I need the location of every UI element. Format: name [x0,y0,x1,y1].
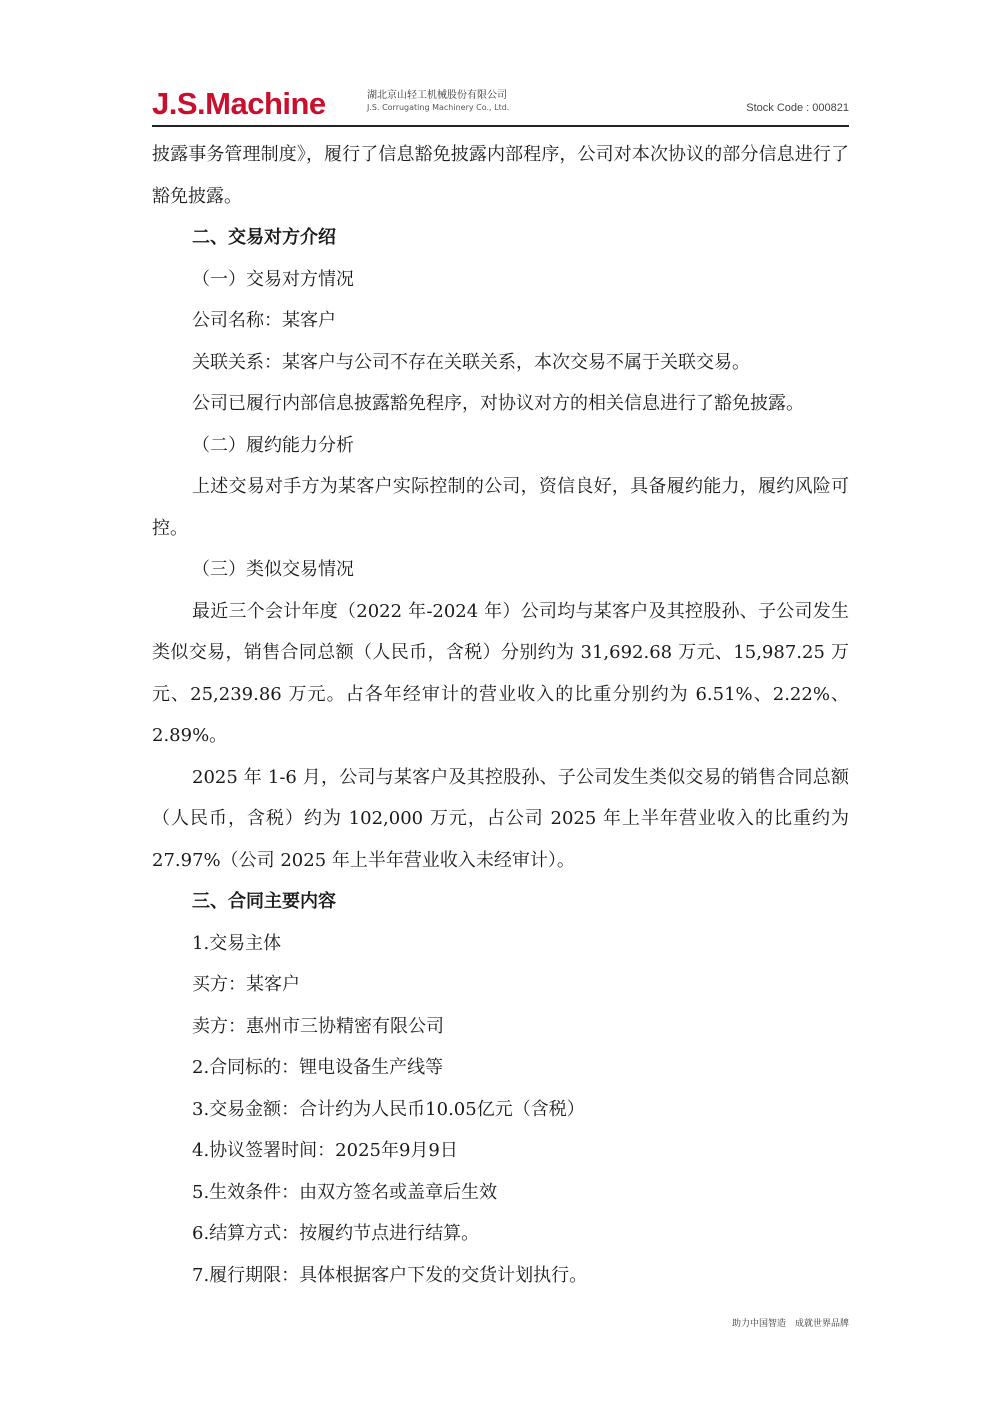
relation-line: 关联关系：某客户与公司不存在关联关系，本次交易不属于关联交易。 [192,351,750,373]
subheading-similar-transactions: （三）类似交易情况 [192,559,354,580]
subheading-capability: （二）履约能力分析 [192,434,354,456]
company-logo: J.S.Machine [152,86,326,121]
exemption-line: 公司已履行内部信息披露豁免程序，对协议对方的相关信息进行了豁免披露。 [192,393,804,414]
paragraph-similar-2025: 2025 年 1-6 月，公司与某客户及其控股孙、子公司发生类似交易的销售合同总额（人民币，含税）约为 102,000 万元，占公司 2025 年上半年营业收入的比重约为 27.97%（公司 2025 年上半年营业收入未经审计）。 [152,766,849,871]
company-name-line: 公司名称：某客户 [192,310,336,331]
stock-code: Stock Code : 000821 [746,102,849,114]
item-signing-date: 4.协议签署时间：2025年9月9日 [192,1140,458,1161]
company-name-en: J.S. Corrugating Machinery Co., Ltd. [367,102,510,112]
item-term: 7.履行期限：具体根据客户下发的交货计划执行。 [192,1264,588,1286]
company-name-block [367,90,509,113]
item-amount: 3.交易金额：合计约为人民币10.05亿元（含税） [192,1098,585,1120]
item-parties: 1.交易主体 [192,932,282,954]
footer-slogan: 助力中国智造 成就世界品牌 [731,1319,849,1329]
paragraph-disclosure: 披露事务管理制度》，履行了信息豁免披露内部程序，公司对本次协议的部分信息进行了豁免披露。 [152,144,849,207]
paragraph-capability: 上述交易对手方为某客户实际控制的公司，资信良好，具备履约能力，履约风险可控。 [152,476,849,539]
section-heading-contract: 三、合同主要内容 [192,891,336,912]
buyer-line: 买方：某客户 [192,974,300,995]
item-effective-condition: 5.生效条件：由双方签名或盖章后生效 [192,1181,498,1203]
item-settlement: 6.结算方式：按履约节点进行结算。 [192,1223,480,1244]
page-header [152,80,849,130]
paragraph-similar-history: 最近三个会计年度（2022 年-2024 年）公司均与某客户及其控股孙、子公司发生类似交易，销售合同总额（人民币，含税）分别约为 31,692.68 万元、15,987.25 万元、25,239.86 万元。占各年经审计的营业收入的比重分别约为 6.51%、2.22%、2.89%。 [152,600,849,746]
document-body [152,134,849,1296]
section-heading-counterparty: 二、交易对方介绍 [192,227,336,248]
seller-line: 卖方：惠州市三协精密有限公司 [192,1015,444,1037]
company-name-cn: 湖北京山轻工机械股份有限公司 [367,90,507,101]
subheading-counterparty-info: （一）交易对方情况 [192,268,354,290]
header-divider [152,125,849,127]
item-subject: 2.合同标的：锂电设备生产线等 [192,1057,444,1078]
